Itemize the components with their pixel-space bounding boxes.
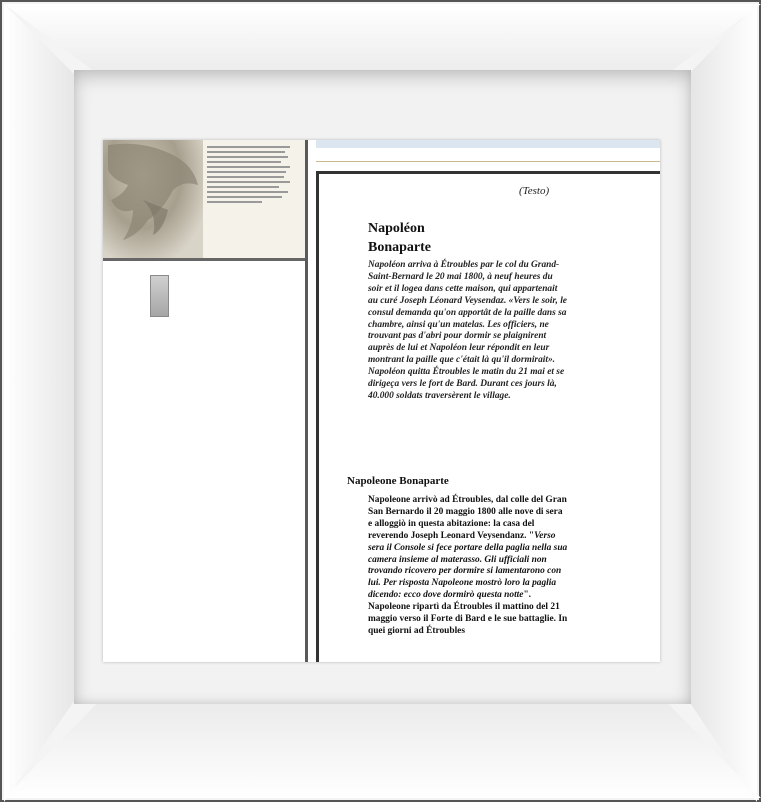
page-thumbnail-next[interactable] (150, 275, 169, 317)
document-page (316, 171, 660, 662)
italian-body-part1: Napoleone arrivò ad Étroubles, dal colle del Gran San Bernardo il 20 maggio 1800 alle nove di sera e alloggiò in questa abitazione: la casa del reverendo Joseph Leonard Veysendanz. " (368, 495, 567, 541)
french-body-text: Napoléon arriva à Étroubles par le col du Grand-Saint-Bernard le 20 mai 1800, à neuf heures du soir et il logea dans cette maison, qui appartenait au curé Joseph Léonard Veysendaz. «Vers le soir, le consul demanda qu'on apportât de la paille dans sa chambre, ainsi qu'un matelas. Les officiers, ne trouvant pas d'abri pour dormir se plaignirent auprès de lui et Napoléon leur répondit en leur montrant la paille que c'était là qu'il dormirait». Napoléon quitta Étroubles le matin du 21 mai et se dirigeça vers le fort de Bard. Durant ces jours là, 40.000 soldats traversèrent le village. (368, 260, 567, 401)
frame-bevel-right (687, 4, 757, 802)
thumbnail-panel (103, 140, 305, 662)
thumbnail-text-preview (207, 143, 299, 206)
french-title (368, 219, 488, 257)
document-viewer (103, 140, 660, 662)
italian-title: Napoleone Bonaparte (347, 475, 449, 487)
italian-body-text (368, 495, 568, 638)
italian-body-part2: ". Napoleone ripartì da Étroubles il mattino del 21 maggio verso il Forte di Bard e le sue battaglie. In quei giorni ad Étroubles (368, 590, 568, 636)
french-title-line2: Bonaparte (368, 240, 431, 255)
horse-sketch-icon (103, 140, 203, 258)
page-thumbnail-current[interactable] (103, 140, 307, 261)
italian-body-quote: Verso sera il Console si fece portare della paglia nella sua camera insieme al materasso. Gli ufficiali non trovando ricovero per dormire si lamentarono con lui. Per risposta Napoleone mostrò loro la paglia dicendo: ecco dove dormirò questa notte (368, 530, 568, 601)
frame-bevel-left (4, 4, 76, 802)
header-rule (316, 161, 660, 162)
thumbnail-illustration (103, 140, 203, 258)
frame-bevel-top (4, 4, 761, 72)
french-title-line1: Napoléon (368, 221, 425, 236)
frame-bevel-bottom (4, 698, 761, 798)
header-label: (Testo) (519, 185, 550, 197)
document-page-area (308, 140, 660, 662)
toolbar-strip (316, 140, 660, 148)
